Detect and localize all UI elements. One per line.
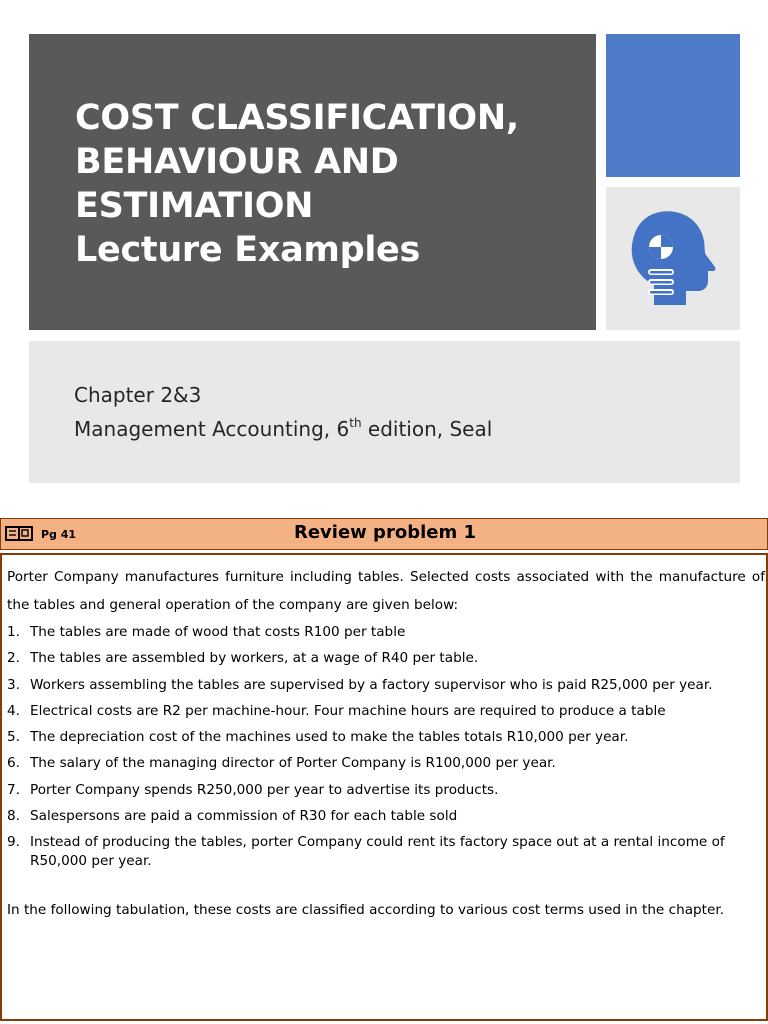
book-reference-main: Management Accounting, 6 (74, 417, 350, 441)
item-number: 4. (7, 702, 20, 719)
chapter-label: Chapter 2&3 (74, 383, 202, 407)
title-line-2: BEHAVIOUR AND (75, 142, 399, 182)
book-reference-tail: edition, Seal (361, 417, 493, 441)
item-number: 6. (7, 755, 20, 772)
list-item (7, 829, 765, 871)
item-text: The salary of the managing director of Porter Company is R100,000 per year. (30, 755, 556, 772)
review-problem-body (0, 553, 768, 1021)
item-number: 7. (7, 781, 20, 798)
title-line-1: COST CLASSIFICATION, (75, 98, 519, 138)
list-item (7, 619, 765, 645)
item-number: 1. (7, 624, 20, 640)
item-text: The depreciation cost of the machines used to make the tables totals R10,000 per year. (30, 729, 629, 746)
item-text: Electrical costs are R2 per machine-hour. Four machine hours are required to produce a table (30, 702, 666, 719)
cost-items-list (7, 619, 765, 871)
list-item (7, 750, 765, 776)
problem-outro: In the following tabulation, these costs are classified according to various cost terms used in the chapter. (7, 902, 725, 919)
review-problem-header (0, 518, 768, 550)
item-text: Salespersons are paid a commission of R30 for each table sold (30, 808, 458, 825)
item-number: 9. (7, 834, 20, 851)
item-text: The tables are assembled by workers, at a wage of R40 per table. (30, 650, 479, 667)
title-line-3: ESTIMATION (75, 186, 314, 226)
slide-title (75, 96, 585, 272)
item-text: Workers assembling the tables are supervised by a factory supervisor who is paid R25,000 per year. (30, 676, 713, 693)
item-text: Porter Company spends R250,000 per year to advertise its products. (30, 781, 499, 798)
list-item (7, 645, 765, 671)
subtitle-panel (29, 341, 740, 483)
item-number: 5. (7, 729, 20, 746)
item-text: The tables are made of wood that costs R100 per table (30, 624, 406, 640)
book-reference (74, 417, 492, 441)
list-item (7, 777, 765, 803)
edition-superscript: th (349, 416, 362, 430)
title-panel (29, 34, 596, 330)
list-item (7, 672, 765, 698)
item-number: 2. (7, 650, 20, 667)
list-item (7, 698, 765, 724)
problem-text (7, 563, 765, 918)
item-number: 8. (7, 808, 20, 825)
icon-panel (606, 187, 740, 330)
list-item (7, 803, 765, 829)
head-with-chart-icon (626, 209, 718, 309)
page-reference: Pg 41 (41, 528, 77, 541)
title-line-4: Lecture Examples (75, 230, 421, 270)
item-number: 3. (7, 676, 20, 693)
list-item (7, 724, 765, 750)
accent-square (606, 34, 740, 177)
review-problem-title: Review problem 1 (293, 522, 476, 543)
problem-intro: Porter Company manufactures furniture including tables. Selected costs associated with the manufacture of the tables and general operation of the company are given below: (7, 569, 765, 613)
item-text: Instead of producing the tables, porter Company could rent its factory space out at a rental income of R50,000 per year. (30, 834, 725, 870)
